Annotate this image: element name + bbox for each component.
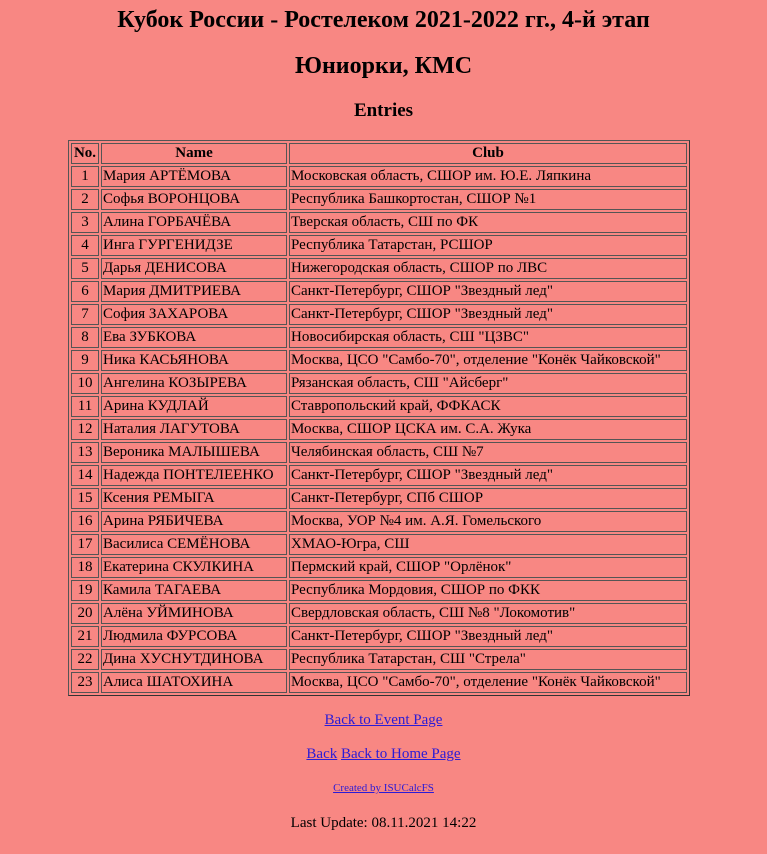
club-name: Тверская область, СШ по ФК — [289, 212, 687, 233]
skater-name: Людмила ФУРСОВА — [101, 626, 287, 647]
club-name: Республика Татарстан, СШ "Стрела" — [289, 649, 687, 670]
club-name: Нижегородская область, СШОР по ЛВС — [289, 258, 687, 279]
skater-name: Ника КАСЬЯНОВА — [101, 350, 287, 371]
club-name: Новосибирская область, СШ "ЦЗВС" — [289, 327, 687, 348]
skater-name: Дарья ДЕНИСОВА — [101, 258, 287, 279]
table-row — [71, 465, 687, 486]
table-row — [71, 511, 687, 532]
entry-number: 21 — [71, 626, 99, 647]
entry-number: 19 — [71, 580, 99, 601]
club-name: Санкт-Петербург, СШОР "Звездный лед" — [289, 304, 687, 325]
skater-name: Алина ГОРБАЧЁВА — [101, 212, 287, 233]
skater-name: Арина КУДЛАЙ — [101, 396, 287, 417]
entry-number: 17 — [71, 534, 99, 555]
entry-number: 5 — [71, 258, 99, 279]
table-row — [71, 281, 687, 302]
skater-name: Инга ГУРГЕНИДЗЕ — [101, 235, 287, 256]
column-header-no: No. — [71, 143, 99, 164]
entry-number: 2 — [71, 189, 99, 210]
skater-name: Ангелина КОЗЫРЕВА — [101, 373, 287, 394]
back-link[interactable]: Back — [306, 746, 338, 762]
entry-number: 22 — [71, 649, 99, 670]
club-name: Санкт-Петербург, СШОР "Звездный лед" — [289, 626, 687, 647]
club-name: Республика Мордовия, СШОР по ФКК — [289, 580, 687, 601]
club-name: Республика Башкортостан, СШОР №1 — [289, 189, 687, 210]
skater-name: Алиса ШАТОХИНА — [101, 672, 287, 693]
table-row — [71, 189, 687, 210]
table-row — [71, 327, 687, 348]
table-row — [71, 258, 687, 279]
club-name: Санкт-Петербург, СШОР "Звездный лед" — [289, 281, 687, 302]
entry-number: 10 — [71, 373, 99, 394]
club-name: ХМАО-Югра, СШ — [289, 534, 687, 555]
club-name: Москва, СШОР ЦСКА им. С.А. Жука — [289, 419, 687, 440]
entry-number: 16 — [71, 511, 99, 532]
table-row — [71, 672, 687, 693]
entry-number: 1 — [71, 166, 99, 187]
entry-number: 4 — [71, 235, 99, 256]
skater-name: Арина РЯБИЧЕВА — [101, 511, 287, 532]
entry-number: 7 — [71, 304, 99, 325]
entry-number: 15 — [71, 488, 99, 509]
skater-name: Софья ВОРОНЦОВА — [101, 189, 287, 210]
table-row — [71, 304, 687, 325]
skater-name: Камила ТАГАЕВА — [101, 580, 287, 601]
column-header-name: Name — [101, 143, 287, 164]
table-header-row — [71, 143, 687, 164]
table-row — [71, 603, 687, 624]
club-name: Москва, ЦСО "Самбо-70", отделение "Конёк Чайковской" — [289, 350, 687, 371]
table-row — [71, 235, 687, 256]
club-name: Москва, УОР №4 им. А.Я. Гомельского — [289, 511, 687, 532]
table-row — [71, 488, 687, 509]
column-header-club: Club — [289, 143, 687, 164]
entry-number: 8 — [71, 327, 99, 348]
entry-number: 13 — [71, 442, 99, 463]
club-name: Санкт-Петербург, СШОР "Звездный лед" — [289, 465, 687, 486]
table-row — [71, 442, 687, 463]
club-name: Свердловская область, СШ №8 "Локомотив" — [289, 603, 687, 624]
skater-name: Надежда ПОНТЕЛЕЕНКО — [101, 465, 287, 486]
club-name: Рязанская область, СШ "Айсберг" — [289, 373, 687, 394]
club-name: Московская область, СШОР им. Ю.Е. Ляпкина — [289, 166, 687, 187]
entry-number: 23 — [71, 672, 99, 693]
entry-number: 11 — [71, 396, 99, 417]
back-to-home-link[interactable]: Back to Home Page — [341, 746, 461, 762]
created-by-wrapper — [0, 781, 767, 795]
event-link-wrapper — [0, 710, 767, 730]
page-title: Кубок России - Ростелеком 2021-2022 гг., 4-й этап — [117, 7, 650, 33]
home-links-wrapper — [0, 744, 767, 764]
entry-number: 6 — [71, 281, 99, 302]
skater-name: Вероника МАЛЫШЕВА — [101, 442, 287, 463]
created-by-link[interactable]: Created by ISUCalcFS — [333, 782, 434, 794]
table-row — [71, 649, 687, 670]
table-body — [71, 166, 687, 693]
back-to-event-link[interactable]: Back to Event Page — [324, 712, 443, 728]
table-row — [71, 626, 687, 647]
club-name: Республика Татарстан, РСШОР — [289, 235, 687, 256]
club-name: Пермский край, СШОР "Орлёнок" — [289, 557, 687, 578]
table-row — [71, 419, 687, 440]
table-row — [71, 166, 687, 187]
skater-name: София ЗАХАРОВА — [101, 304, 287, 325]
skater-name: Ксения РЕМЫГА — [101, 488, 287, 509]
entry-number: 20 — [71, 603, 99, 624]
skater-name: Наталия ЛАГУТОВА — [101, 419, 287, 440]
skater-name: Дина ХУСНУТДИНОВА — [101, 649, 287, 670]
last-update: Last Update: 08.11.2021 14:22 — [290, 815, 477, 831]
skater-name: Алёна УЙМИНОВА — [101, 603, 287, 624]
entries-table — [68, 140, 690, 696]
club-name: Санкт-Петербург, СПб СШОР — [289, 488, 687, 509]
entry-number: 12 — [71, 419, 99, 440]
table-row — [71, 350, 687, 371]
table-row — [71, 212, 687, 233]
skater-name: Мария ДМИТРИЕВА — [101, 281, 287, 302]
table-row — [71, 396, 687, 417]
category-title: Юниорки, КМС — [294, 53, 473, 79]
skater-name: Василиса СЕМЁНОВА — [101, 534, 287, 555]
entry-number: 14 — [71, 465, 99, 486]
entry-number: 9 — [71, 350, 99, 371]
skater-name: Екатерина СКУЛКИНА — [101, 557, 287, 578]
entry-number: 3 — [71, 212, 99, 233]
table-row — [71, 373, 687, 394]
table-row — [71, 580, 687, 601]
skater-name: Мария АРТЁМОВА — [101, 166, 287, 187]
entry-number: 18 — [71, 557, 99, 578]
table-row — [71, 534, 687, 555]
club-name: Ставропольский край, ФФКАСК — [289, 396, 687, 417]
skater-name: Ева ЗУБКОВА — [101, 327, 287, 348]
club-name: Челябинская область, СШ №7 — [289, 442, 687, 463]
club-name: Москва, ЦСО "Самбо-70", отделение "Конёк Чайковской" — [289, 672, 687, 693]
table-row — [71, 557, 687, 578]
section-title: Entries — [353, 100, 414, 121]
